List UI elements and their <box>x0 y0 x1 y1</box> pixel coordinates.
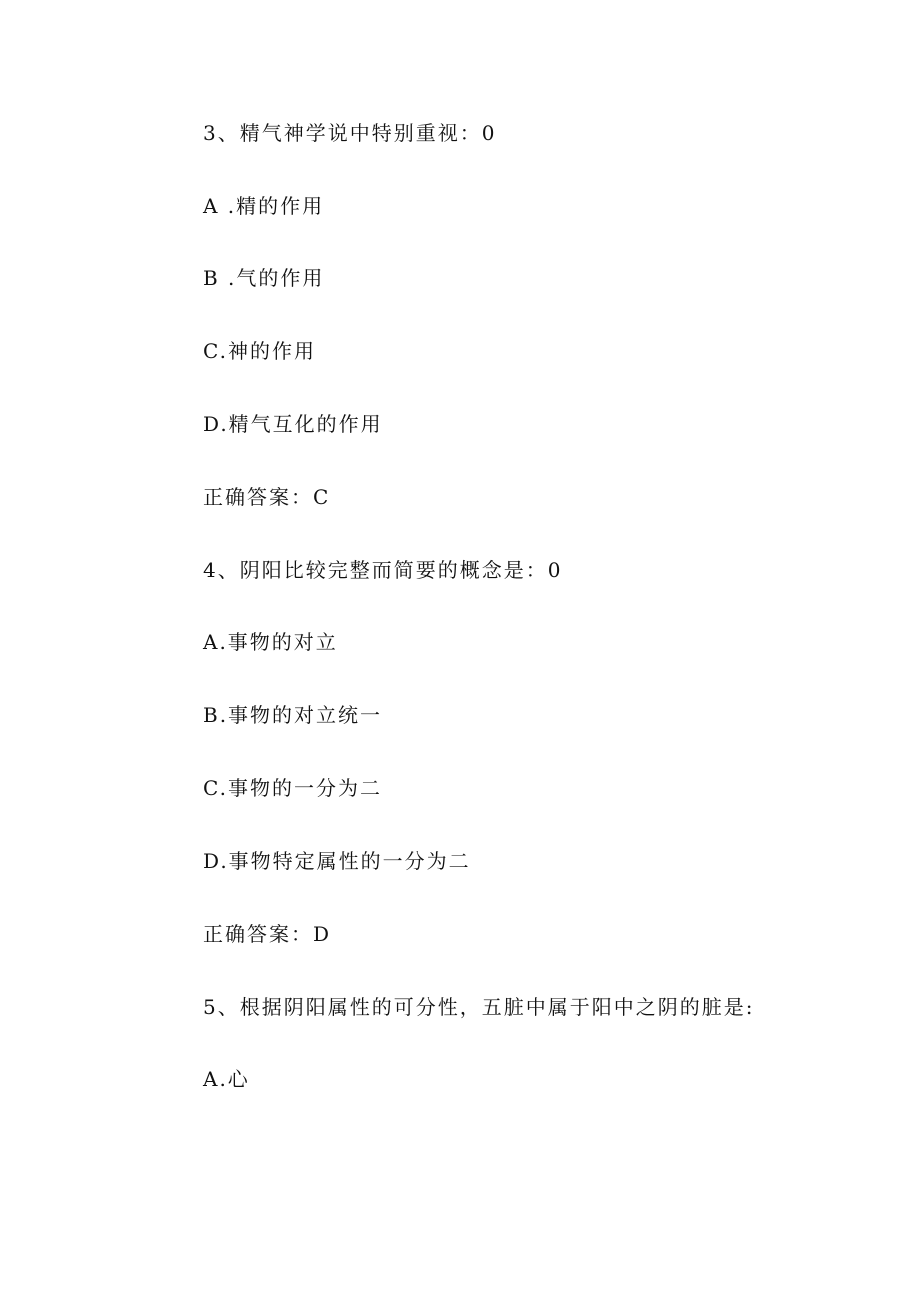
question-5-option-a: A.心 <box>203 1067 250 1091</box>
question-3-stem: 3、精气神学说中特别重视：0 <box>203 121 497 145</box>
question-3-option-b: B .气的作用 <box>203 266 325 290</box>
question-5-stem: 5、根据阴阳属性的可分性，五脏中属于阳中之阴的脏是: <box>203 995 755 1019</box>
question-4-option-c: C.事物的一分为二 <box>203 776 382 800</box>
question-4-stem: 4、阴阳比较完整而简要的概念是：0 <box>203 558 563 582</box>
question-4-option-d: D.事物特定属性的一分为二 <box>203 849 471 873</box>
question-4-answer: 正确答案：D <box>203 922 332 946</box>
question-3-answer: 正确答案：C <box>203 485 331 509</box>
question-4-option-a: A.事物的对立 <box>203 630 338 654</box>
question-3-option-a: A .精的作用 <box>203 194 325 218</box>
question-3-option-d: D.精气互化的作用 <box>203 412 383 436</box>
question-4-option-b: B.事物的对立统一 <box>203 703 383 727</box>
question-3-option-c: C.神的作用 <box>203 339 316 363</box>
